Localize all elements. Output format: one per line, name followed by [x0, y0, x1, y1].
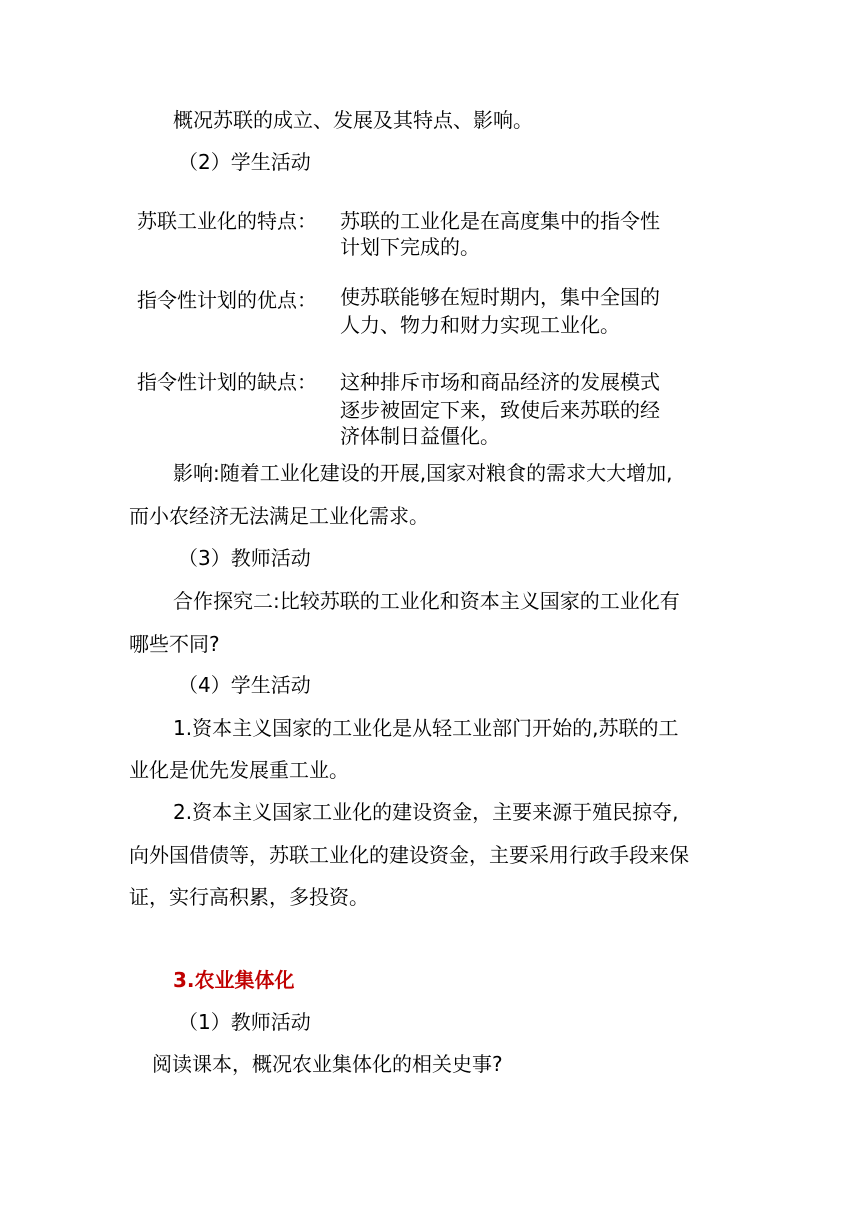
paragraph-read-textbook: 阅读课本，概况农业集体化的相关史事? — [152, 1052, 503, 1076]
teacher-activity-3-heading: （3）教师活动 — [178, 546, 311, 570]
answer1-line1: 1.资本主义国家的工业化是从轻工业部门开始的,苏联的工 — [173, 716, 679, 740]
paragraph-summary: 概况苏联的成立、发展及其特点、影响。 — [173, 108, 533, 132]
answer2-line1: 2.资本主义国家工业化的建设资金，主要来源于殖民掠夺, — [173, 800, 679, 824]
disadvantages-text-line2: 逐步被固定下来，致使后来苏联的经 — [340, 398, 660, 422]
cooperative-inquiry-2-line2: 哪些不同? — [129, 632, 220, 656]
teacher-activity-1-heading: （1）教师活动 — [178, 1010, 311, 1034]
features-text-line2: 计划下完成的。 — [340, 235, 480, 259]
advantages-label: 指令性计划的优点： — [137, 288, 317, 312]
advantages-text-line1: 使苏联能够在短时期内，集中全国的 — [340, 285, 660, 309]
disadvantages-label: 指令性计划的缺点： — [137, 370, 317, 394]
impact-line1: 影响:随着工业化建设的开展,国家对粮食的需求大大增加, — [173, 461, 673, 485]
features-label: 苏联工业化的特点： — [137, 209, 317, 233]
student-activity-2-heading: （2）学生活动 — [178, 150, 311, 174]
answer2-line2: 向外国借债等，苏联工业化的建设资金，主要采用行政手段来保 — [129, 843, 689, 867]
student-activity-4-heading: （4）学生活动 — [178, 673, 311, 697]
advantages-text-line2: 人力、物力和财力实现工业化。 — [340, 313, 620, 337]
cooperative-inquiry-2-line1: 合作探究二:比较苏联的工业化和资本主义国家的工业化有 — [173, 589, 680, 613]
disadvantages-text-line3: 济体制日益僵化。 — [340, 424, 500, 448]
section-3-heading: 3.农业集体化 — [173, 968, 295, 992]
disadvantages-text-line1: 这种排斥市场和商品经济的发展模式 — [340, 370, 660, 394]
answer2-line3: 证，实行高积累，多投资。 — [129, 885, 369, 909]
features-text-line1: 苏联的工业化是在高度集中的指令性 — [340, 209, 660, 233]
answer1-line2: 业化是优先发展重工业。 — [129, 758, 349, 782]
impact-line2: 而小农经济无法满足工业化需求。 — [129, 504, 429, 528]
